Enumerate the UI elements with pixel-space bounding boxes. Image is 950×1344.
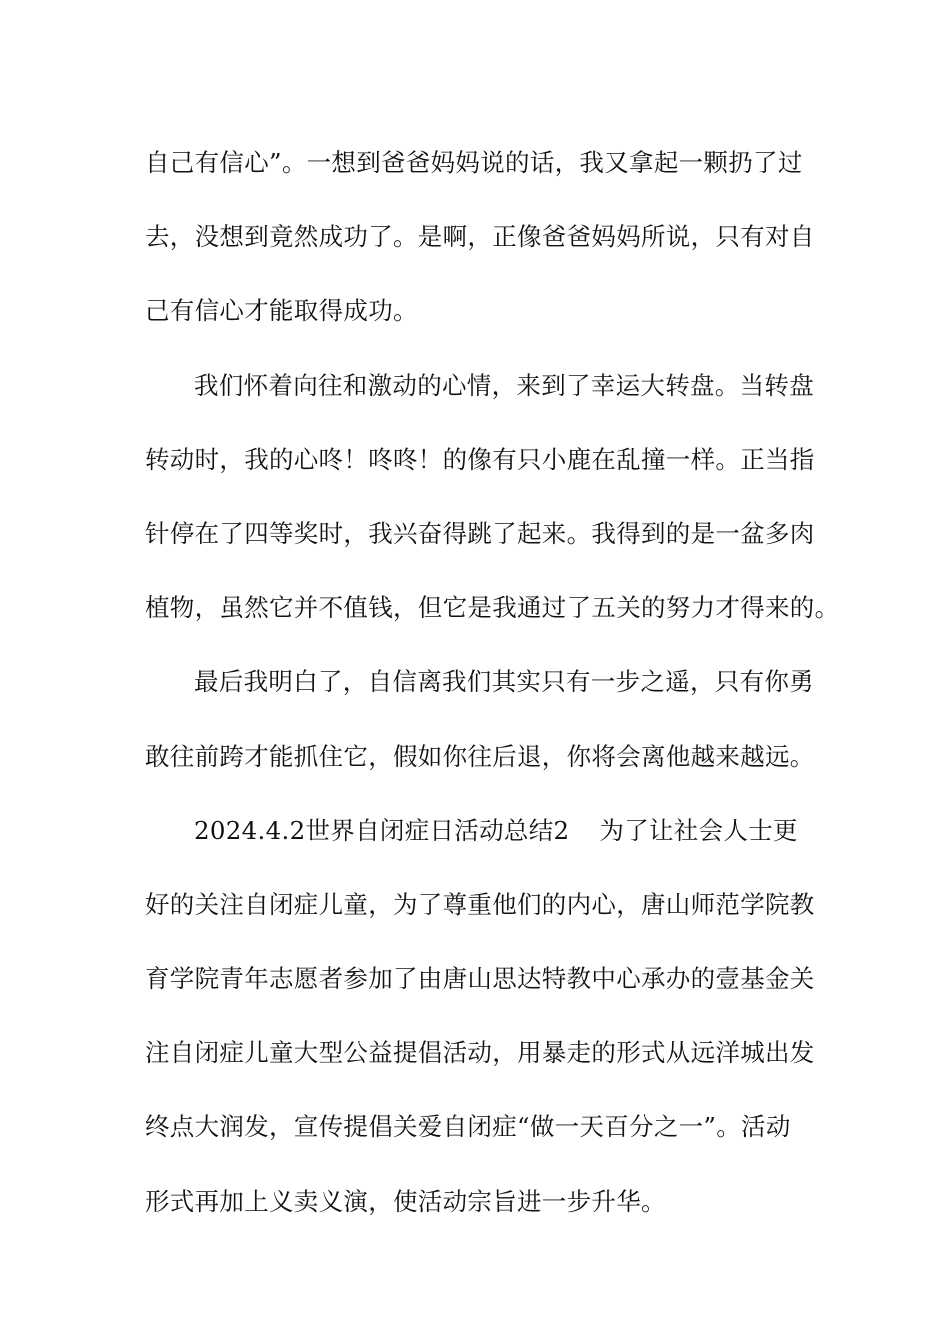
- paragraph-3-line-1: 最后我明白了，自信离我们其实只有一步之遥，只有你勇: [194, 667, 814, 697]
- section-heading-line: [145, 794, 810, 868]
- document-body: [145, 126, 840, 1239]
- paragraph-4-line-4: 终点大润发，宣传提倡关爱自闭症“做一天百分之一”。活动: [145, 1112, 791, 1142]
- paragraph-3-line-2: 敢往前跨才能抓住它，假如你往后退，你将会离他越来越远。: [145, 741, 815, 771]
- section-heading-tail: 为了让社会人士更: [599, 815, 798, 845]
- paragraph-2-line-1: 我们怀着向往和激动的心情，来到了幸运大转盘。当转盘: [194, 370, 814, 400]
- paragraph-1-line-1: 自己有信心”。一想到爸爸妈妈说的话，我又拿起一颗扔了过: [145, 148, 803, 177]
- paragraph-2-line-2: 转动时，我的心咚！咚咚！的像有只小鹿在乱撞一样。正当指: [145, 444, 815, 474]
- paragraph-2-line-3: 针停在了四等奖时，我兴奋得跳了起来。我得到的是一盆多肉: [145, 518, 815, 548]
- paragraph-2-line-4: 植物，虽然它并不值钱，但它是我通过了五关的努力才得来的。: [145, 593, 840, 623]
- paragraph-4-line-2: 育学院青年志愿者参加了由唐山思达特教中心承办的壹基金关: [145, 964, 815, 994]
- section-heading: 2024.4.2世界自闭症日活动总结2: [194, 815, 570, 845]
- paragraph-4-line-3: 注自闭症儿童大型公益提倡活动，用暴走的形式从远洋城出发: [145, 1038, 815, 1068]
- paragraph-1-line-2: 去，没想到竟然成功了。是啊，正像爸爸妈妈所说，只有对自: [145, 222, 815, 252]
- paragraph-1-line-3: 己有信心才能取得成功。: [145, 296, 418, 326]
- paragraph-4-line-5: 形式再加上义卖义演，使活动宗旨进一步升华。: [145, 1186, 666, 1216]
- paragraph-4-line-1: 好的关注自闭症儿童，为了尊重他们的内心，唐山师范学院教: [145, 889, 815, 919]
